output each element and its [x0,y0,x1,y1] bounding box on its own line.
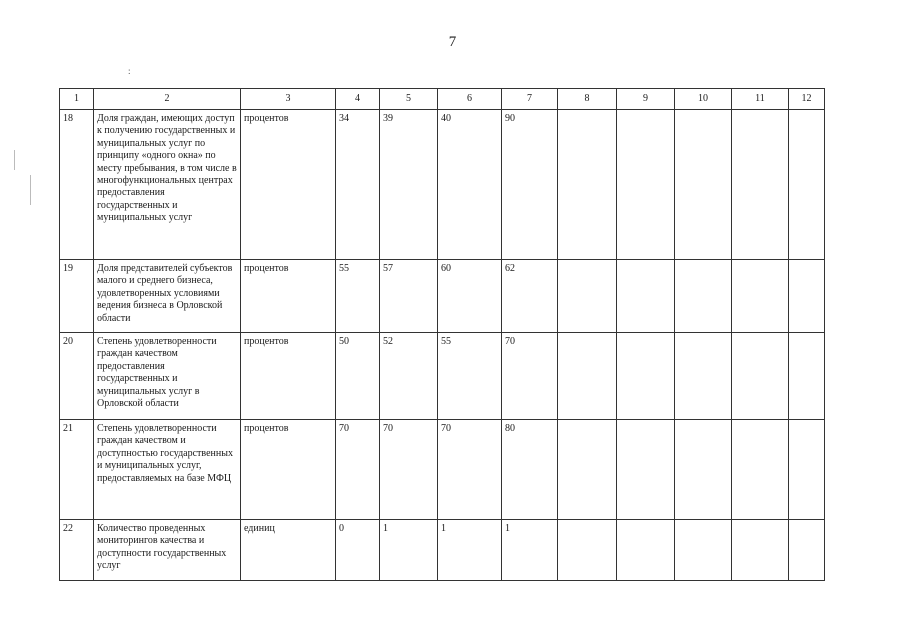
indicator-name: Доля граждан, имеющих доступ к получению государственных и муниципальных услуг по принципу «одного окна» по месту пребывания, в том числе в многофункциональных центрах предоставления государственных и муниципальных услуг [94,110,241,260]
value-cell: 50 [336,333,380,420]
value-cell: 52 [380,333,438,420]
unit-cell: процентов [241,333,336,420]
value-cell: 70 [438,420,502,520]
header-row [60,89,825,110]
value-cell: 70 [336,420,380,520]
value-cell [558,260,617,333]
column-header: 1 [60,89,94,110]
value-cell [558,420,617,520]
value-cell: 1 [502,520,558,581]
value-cell: 70 [502,333,558,420]
scan-mark [14,150,15,170]
indicator-table [59,88,825,581]
value-cell: 62 [502,260,558,333]
row-number: 18 [60,110,94,260]
value-cell: 40 [438,110,502,260]
value-cell [789,333,825,420]
value-cell [617,420,675,520]
value-cell [675,520,732,581]
value-cell [732,333,789,420]
value-cell: 57 [380,260,438,333]
row-number: 19 [60,260,94,333]
indicator-name: Степень удовлетворенности граждан качеством и доступностью государственных и муниципальных услуг, предоставляемых на базе МФЦ [94,420,241,520]
scan-speck: : [128,66,131,76]
column-header: 5 [380,89,438,110]
value-cell: 80 [502,420,558,520]
value-cell: 60 [438,260,502,333]
row-number: 21 [60,420,94,520]
value-cell [617,110,675,260]
scan-mark [30,175,31,205]
value-cell: 39 [380,110,438,260]
column-header: 10 [675,89,732,110]
value-cell [789,110,825,260]
column-header: 12 [789,89,825,110]
row-number: 20 [60,333,94,420]
value-cell [617,333,675,420]
value-cell [558,520,617,581]
table-row [60,420,825,520]
value-cell [789,520,825,581]
value-cell [732,420,789,520]
table-row [60,260,825,333]
column-header: 3 [241,89,336,110]
unit-cell: единиц [241,520,336,581]
table-row [60,333,825,420]
indicator-name: Степень удовлетворенности граждан качеством предоставления государственных и муниципальных услуг в Орловской области [94,333,241,420]
value-cell: 34 [336,110,380,260]
value-cell [558,110,617,260]
column-header: 9 [617,89,675,110]
unit-cell: процентов [241,110,336,260]
value-cell [675,420,732,520]
indicator-name: Доля представителей субъектов малого и среднего бизнеса, удовлетворенных условиями ведения бизнеса в Орловской области [94,260,241,333]
table-row [60,110,825,260]
value-cell: 1 [380,520,438,581]
column-header: 4 [336,89,380,110]
column-header: 2 [94,89,241,110]
column-header: 8 [558,89,617,110]
column-header: 11 [732,89,789,110]
value-cell: 1 [438,520,502,581]
unit-cell: процентов [241,260,336,333]
value-cell [732,260,789,333]
value-cell [732,110,789,260]
table-row [60,520,825,581]
indicator-name: Количество проведенных мониторингов качества и доступности государственных услуг [94,520,241,581]
page-number: 7 [448,34,457,50]
unit-cell: процентов [241,420,336,520]
value-cell [675,260,732,333]
value-cell [789,420,825,520]
value-cell [675,333,732,420]
value-cell: 90 [502,110,558,260]
column-header: 7 [502,89,558,110]
value-cell [675,110,732,260]
row-number: 22 [60,520,94,581]
value-cell: 0 [336,520,380,581]
value-cell: 70 [380,420,438,520]
value-cell [617,260,675,333]
value-cell [558,333,617,420]
value-cell [732,520,789,581]
value-cell: 55 [438,333,502,420]
value-cell [617,520,675,581]
column-header: 6 [438,89,502,110]
value-cell: 55 [336,260,380,333]
value-cell [789,260,825,333]
